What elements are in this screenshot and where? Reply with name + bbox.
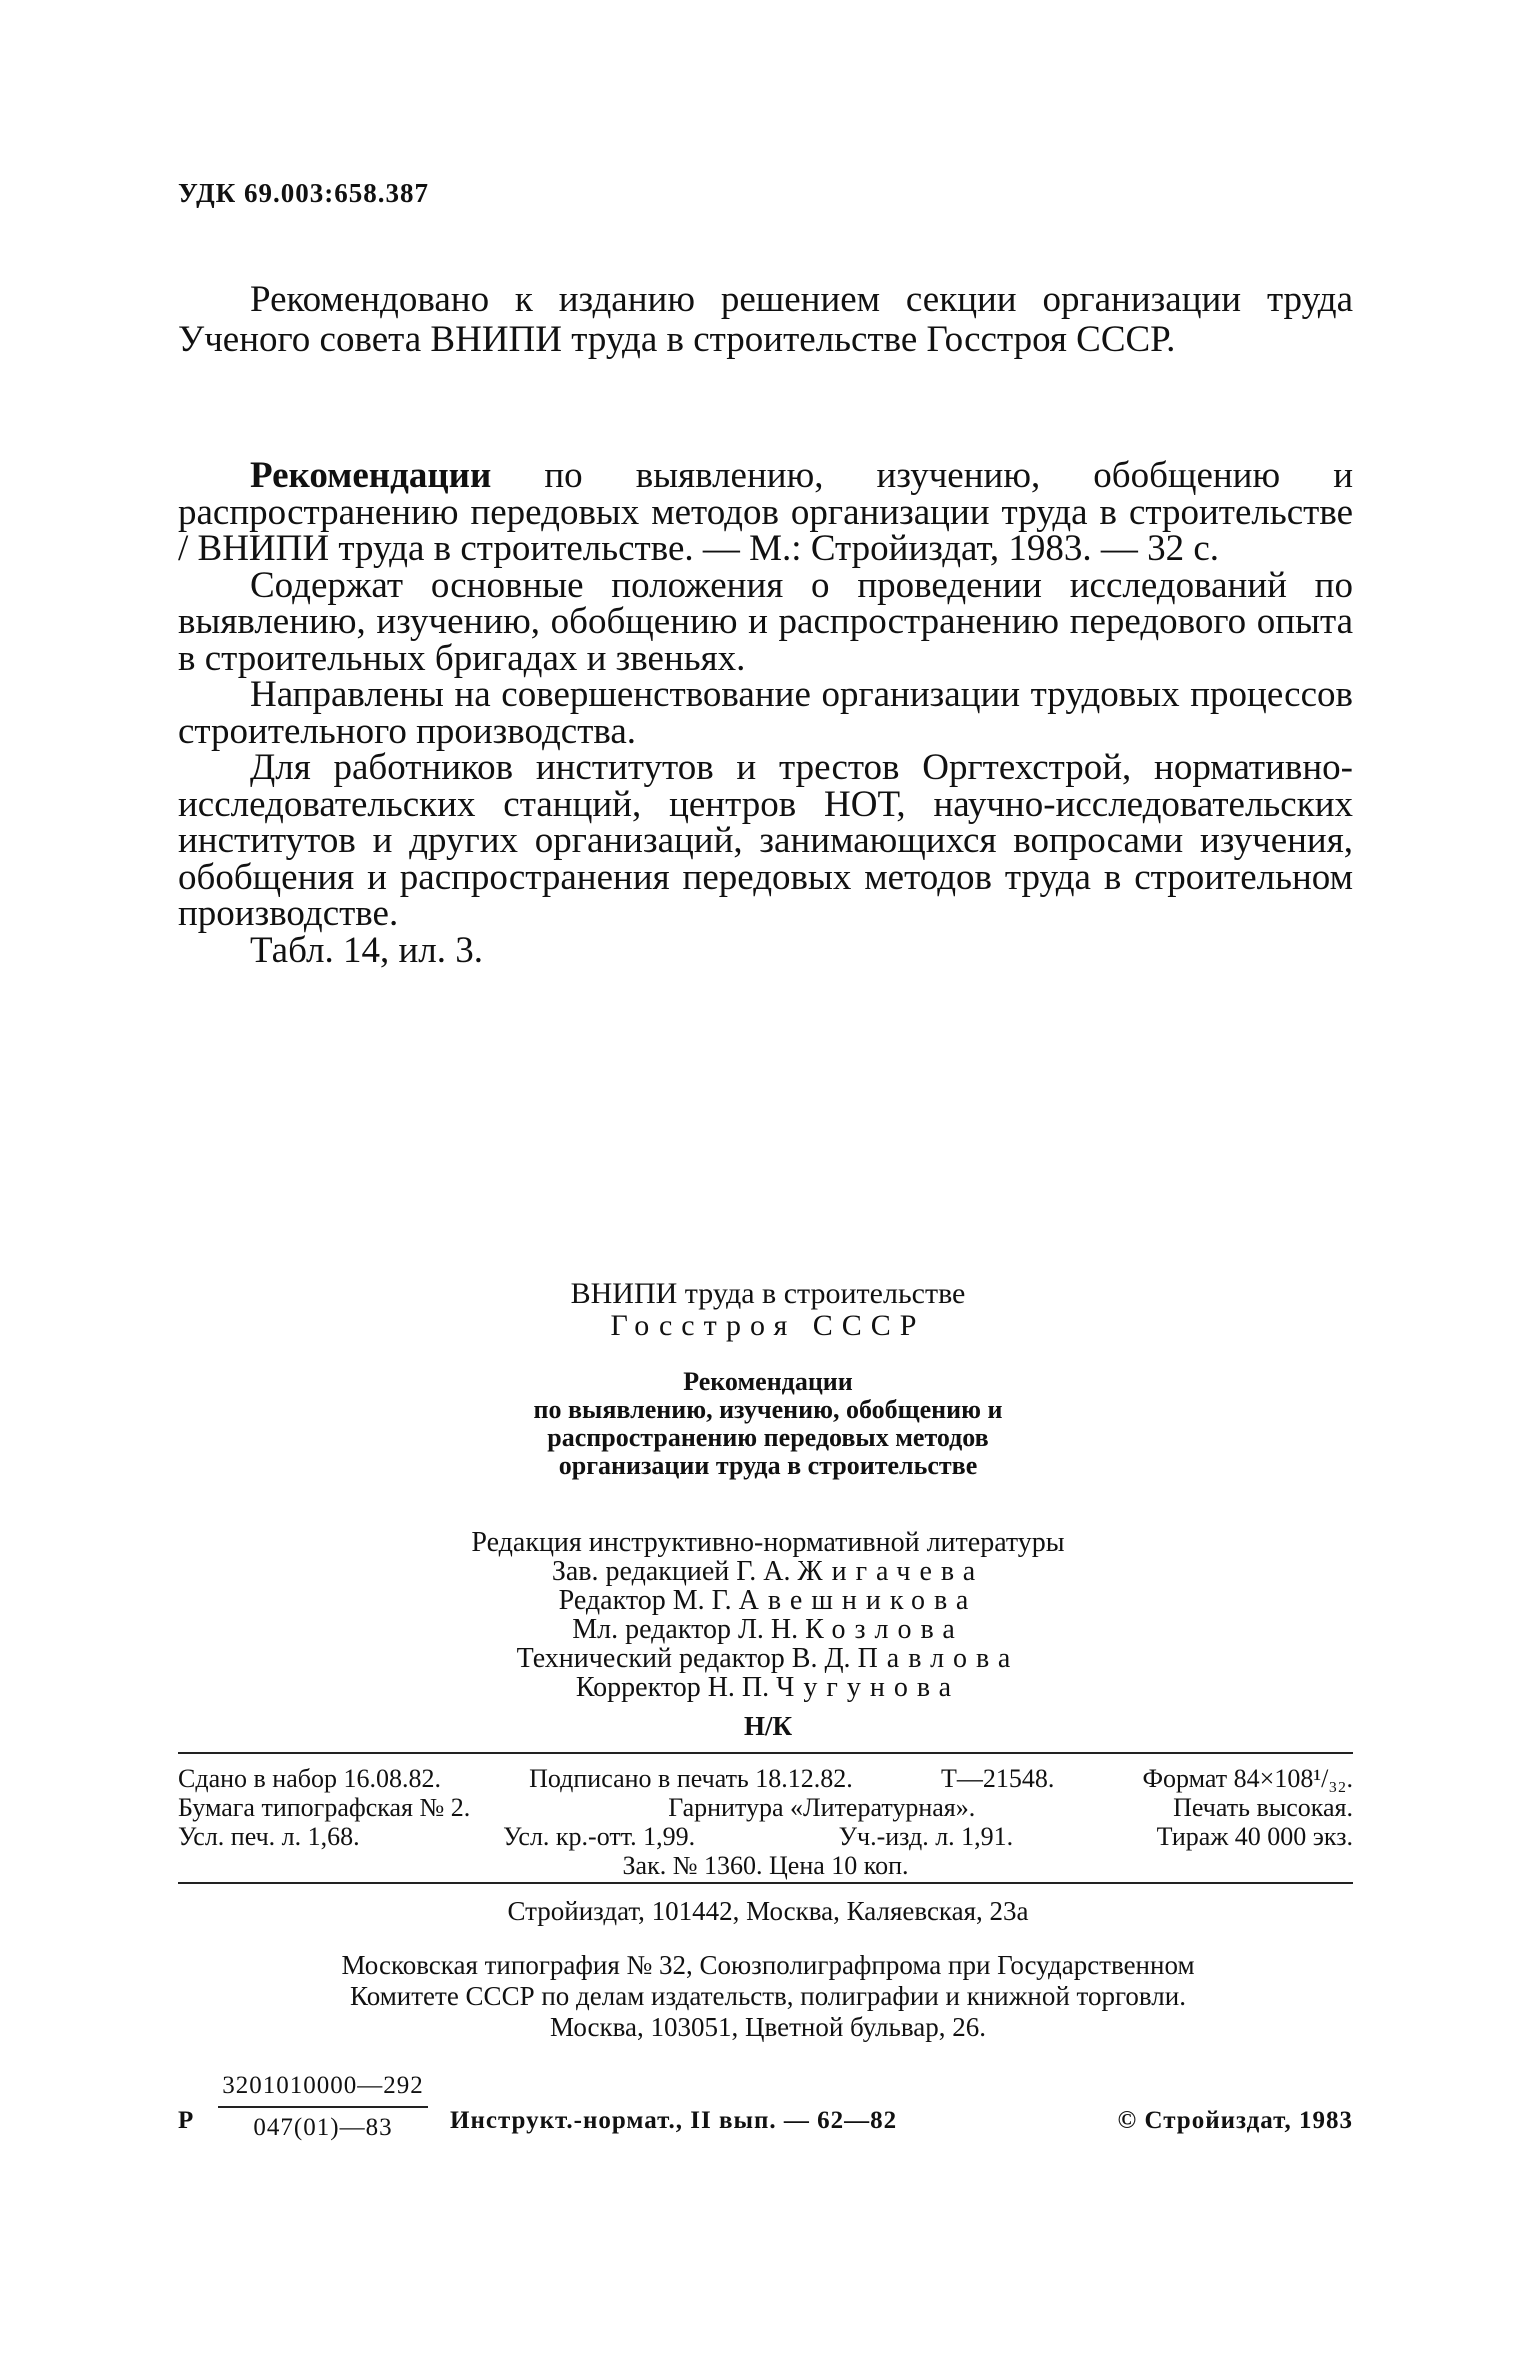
book-title-line1: Рекомендации <box>683 1367 853 1396</box>
index-numerator: 3201010000—292 <box>222 2072 424 2099</box>
annotation-block <box>178 455 1353 971</box>
recommendation-note: Рекомендовано к изданию решением секции организации труда Ученого совета ВНИПИ труда в строительстве Госстроя СССР. <box>178 279 1353 360</box>
copyright: © Стройиздат, 1983 <box>1117 2107 1353 2134</box>
book-title-line4: организации труда в строительстве <box>558 1451 978 1480</box>
staff-line: Редакция инструктивно-нормативной литературы <box>471 1527 1065 1558</box>
index-letter: Р <box>178 2107 194 2134</box>
imprint-row: Усл. печ. л. 1,68. Усл. кр.-отт. 1,99. Уч.-изд. л. 1,91. Тираж 40 000 экз. <box>178 1822 1353 1851</box>
organization-line1: ВНИПИ труда в строительстве <box>570 1277 966 1310</box>
annotation-purpose: Направлены на совершенствование организации трудовых процессов строительного производства. <box>178 674 1353 752</box>
organization-block <box>0 1278 1536 1342</box>
printer-line3: Москва, 103051, Цветной бульвар, 26. <box>550 2012 986 2042</box>
index-fraction <box>218 2072 428 2142</box>
imprint-row: Бумага типографская № 2. Гарнитура «Литературная». Печать высокая. <box>178 1793 1353 1822</box>
imprint-block <box>178 1764 1353 1880</box>
annotation-citation <box>178 455 1353 569</box>
publisher-address: Стройиздат, 101442, Москва, Каляевская, 23а <box>507 1896 1029 1926</box>
fraction-line <box>218 2106 428 2108</box>
divider-top <box>178 1752 1353 1754</box>
staff-line: Зав. редакцией Г. А. Жигачева <box>551 1556 985 1587</box>
staff-block <box>0 1528 1536 1702</box>
divider-bottom <box>178 1882 1353 1884</box>
annotation-contents: Содержат основные положения о проведении исследований по выявлению, изучению, обобщению и распространению передового опыта в строительных бригадах и звеньях. <box>178 564 1353 679</box>
index-denominator: 047(01)—83 <box>253 2114 393 2141</box>
book-title-line3: распространению передовых методов <box>547 1423 989 1452</box>
staff-line: Редактор М. Г. Авешникова <box>558 1585 978 1616</box>
staff-line: Корректор Н. П. Чугунова <box>575 1672 961 1703</box>
printer-block <box>0 1950 1536 2043</box>
nk-mark: Н/К <box>743 1711 793 1741</box>
annotation-citation-text: по выявлению, изучению, обобщению и распространению передовых методов организации труда в строительстве / ВНИПИ труда в строительстве. — М.: Стройиздат, 1983. — 32 с. <box>178 455 1353 569</box>
staff-line: Мл. редактор Л. Н. Козлова <box>572 1614 964 1645</box>
imprint-row: Сдано в набор 16.08.82. Подписано в печать 18.12.82. Т—21548. Формат 84×108¹/₃₂. <box>178 1764 1353 1793</box>
imprint-order: Зак. № 1360. Цена 10 коп. <box>622 1851 909 1880</box>
series-info: Инструкт.-нормат., II вып. — 62—82 <box>450 2107 898 2134</box>
udk-code: УДК 69.003:658.387 <box>178 178 429 208</box>
annotation-audience: Для работников институтов и трестов Оргтехстрой, нормативно-исследовательских станций, центров НОТ, научно-исследовательских институтов и других организаций, занимающихся вопросами изучения, обобщения и распространения передовых методов труда в строительном производстве. <box>178 747 1353 934</box>
staff-line: Технический редактор В. Д. Павлова <box>516 1643 1020 1674</box>
organization-line2: Госстроя СССР <box>610 1309 926 1342</box>
printer-line1: Московская типография № 32, Союзполиграфпрома при Государственном <box>341 1950 1195 1980</box>
index-block <box>178 2072 1353 2162</box>
book-title-block <box>0 1368 1536 1480</box>
annotation-tables: Табл. 14, ил. 3. <box>250 929 483 971</box>
printer-line2: Комитете СССР по делам издательств, полиграфии и книжной торговли. <box>350 1981 1186 2011</box>
book-title-line2: по выявлению, изучению, обобщению и <box>533 1395 1003 1424</box>
annotation-title: Рекомендации <box>250 455 492 496</box>
